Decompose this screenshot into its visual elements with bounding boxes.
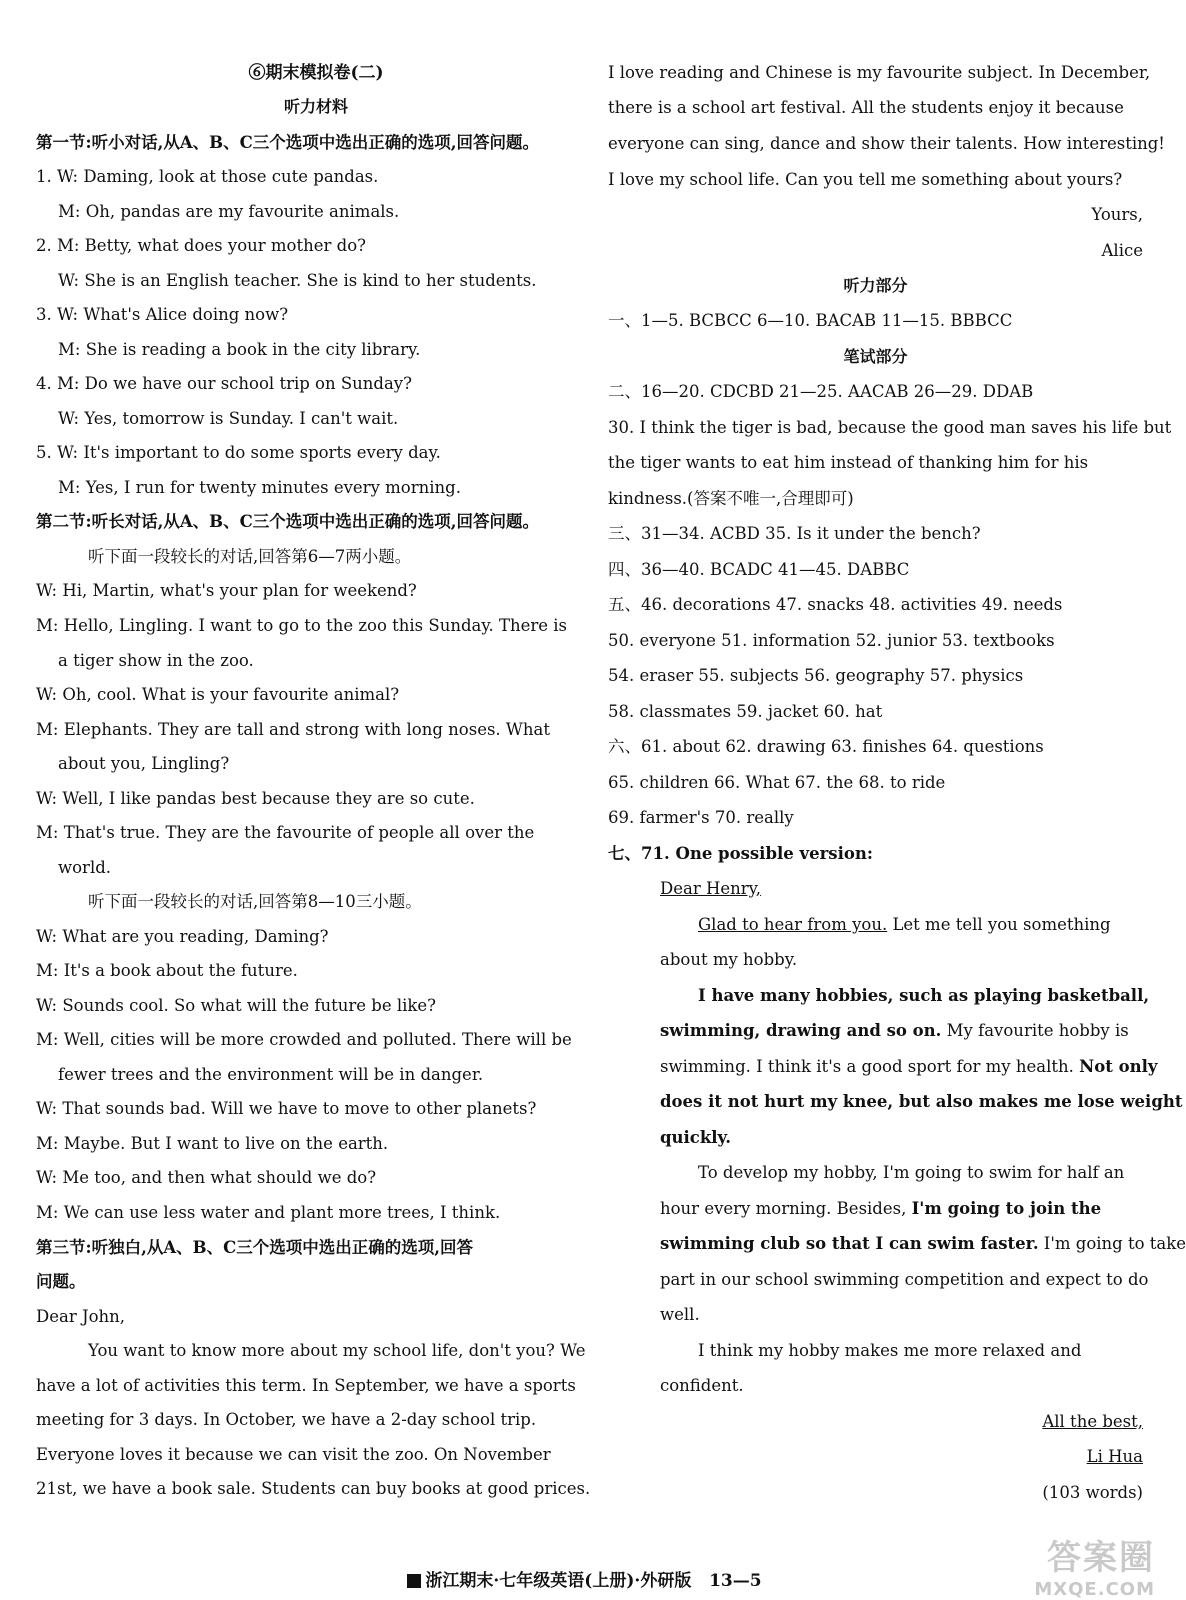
- dialogue-line: M: Yes, I run for twenty minutes every morning.: [58, 478, 461, 497]
- essay-bold-phrase: I'm going to join the: [911, 1199, 1102, 1218]
- dialogue-line: W: Sounds cool. So what will the future be like?: [36, 996, 437, 1015]
- letter-line: I love reading and Chinese is my favourite subject. In December,: [608, 63, 1151, 82]
- letter-line: You want to know more about my school life, don't you? We: [88, 1341, 586, 1360]
- essay-underlined-phrase: Glad to hear from you.: [698, 915, 888, 934]
- dialogue-line: W: Me too, and then what should we do?: [36, 1168, 377, 1187]
- dialogue-line: W: Hi, Martin, what's your plan for weekend?: [36, 581, 417, 600]
- letter-line: meeting for 3 days. In October, we have a 2-day school trip.: [36, 1410, 537, 1429]
- letter-signature: Alice: [1101, 241, 1143, 260]
- section-heading: 第三节:听独白,从A、B、C三个选项中选出正确的选项,回答: [36, 1238, 473, 1257]
- essay-greeting: Dear Henry,: [660, 879, 762, 898]
- dialogue-line: M: It's a book about the future.: [36, 961, 298, 980]
- answer-line: 65. children 66. What 67. the 68. to ride: [608, 773, 946, 792]
- section-subtitle: 听力部分: [843, 276, 908, 295]
- essay-line: I have many hobbies, such as playing basketball,: [698, 986, 1150, 1005]
- answer-line: 58. classmates 59. jacket 60. hat: [608, 702, 883, 721]
- answer-line: 六、61. about 62. drawing 63. finishes 64. questions: [608, 737, 1044, 756]
- essay-line: part in our school swimming competition and expect to do: [660, 1270, 1149, 1289]
- essay-bold-phrase: swimming, drawing and so on.: [660, 1021, 942, 1040]
- essay-line: [660, 1057, 1157, 1077]
- page-number: 13—5: [709, 1571, 762, 1591]
- dialogue-line: W: Oh, cool. What is your favourite animal?: [36, 685, 400, 704]
- essay-line: does it not hurt my knee, but also makes me lose weight: [660, 1092, 1183, 1111]
- letter-greeting: Dear John,: [36, 1307, 126, 1326]
- watermark-logo: [1015, 1530, 1155, 1600]
- essay-bold-phrase: swimming club so that I can swim faster.: [660, 1234, 1039, 1253]
- dialogue-line: 4. M: Do we have our school trip on Sunday?: [36, 374, 412, 393]
- letter-line: I love my school life. Can you tell me something about yours?: [608, 170, 1123, 189]
- essay-text: swimming. I think it's a good sport for my health.: [660, 1057, 1080, 1076]
- watermark-text: 答案圈: [1047, 1538, 1155, 1578]
- answer-line: 二、16—20. CDCBD 21—25. AACAB 26—29. DDAB: [608, 382, 1034, 401]
- dialogue-line: M: Maybe. But I want to live on the earth.: [36, 1134, 389, 1153]
- dialogue-line: 5. W: It's important to do some sports every day.: [36, 443, 441, 462]
- essay-text: I'm going to take: [1038, 1234, 1186, 1253]
- essay-line: well.: [660, 1305, 700, 1324]
- essay-bold-phrase: Not only: [1079, 1057, 1158, 1076]
- essay-signature: Li Hua: [1086, 1447, 1143, 1466]
- answer-line: 30. I think the tiger is bad, because the good man saves his life but: [608, 418, 1172, 437]
- word-count: (103 words): [1042, 1483, 1143, 1502]
- dialogue-line: M: Well, cities will be more crowded and polluted. There will be: [36, 1030, 572, 1049]
- instruction: 听下面一段较长的对话,回答第8—10三小题。: [88, 892, 422, 911]
- answer-line: kindness.(答案不唯一,合理即可): [608, 489, 854, 508]
- answer-line: 50. everyone 51. information 52. junior 53. textbooks: [608, 631, 1055, 650]
- answer-line: 三、31—34. ACBD 35. Is it under the bench?: [608, 524, 981, 543]
- dialogue-line: world.: [58, 858, 112, 877]
- section-heading: 第一节:听小对话,从A、B、C三个选项中选出正确的选项,回答问题。: [36, 133, 539, 152]
- answer-line: 五、46. decorations 47. snacks 48. activities 49. needs: [608, 595, 1063, 614]
- essay-text: Let me tell you something: [887, 915, 1111, 934]
- letter-line: there is a school art festival. All the students enjoy it because: [608, 98, 1124, 117]
- essay-line: about my hobby.: [660, 950, 798, 969]
- essay-line: To develop my hobby, I'm going to swim for half an: [698, 1163, 1125, 1182]
- dialogue-line: M: We can use less water and plant more trees, I think.: [36, 1203, 501, 1222]
- dialogue-line: a tiger show in the zoo.: [58, 651, 254, 670]
- answer-line: 七、71. One possible version:: [608, 844, 873, 863]
- letter-line: 21st, we have a book sale. Students can buy books at good prices.: [36, 1479, 591, 1498]
- page-footer: [0, 1566, 1169, 1591]
- essay-line: [698, 915, 1111, 935]
- answer-line: 54. eraser 55. subjects 56. geography 57. physics: [608, 666, 1024, 685]
- dialogue-line: W: Yes, tomorrow is Sunday. I can't wait.: [58, 409, 399, 428]
- dialogue-line: W: What are you reading, Daming?: [36, 927, 329, 946]
- dialogue-line: W: Well, I like pandas best because they are so cute.: [36, 789, 475, 808]
- essay-closing: All the best,: [1042, 1412, 1143, 1431]
- essay-line: [660, 1199, 1101, 1219]
- section-heading: 问题。: [36, 1272, 86, 1291]
- dialogue-line: M: Hello, Lingling. I want to go to the zoo this Sunday. There is: [36, 616, 568, 635]
- letter-line: Everyone loves it because we can visit the zoo. On November: [36, 1445, 551, 1464]
- letter-line: everyone can sing, dance and show their talents. How interesting!: [608, 134, 1165, 153]
- essay-line: confident.: [660, 1376, 744, 1395]
- essay-text: hour every morning. Besides,: [660, 1199, 912, 1218]
- answer-line: the tiger wants to eat him instead of thanking him for his: [608, 453, 1089, 472]
- letter-line: have a lot of activities this term. In September, we have a sports: [36, 1376, 576, 1395]
- essay-text: My favourite hobby is: [941, 1021, 1129, 1040]
- answer-line: 四、36—40. BCADC 41—45. DABBC: [608, 560, 910, 579]
- answer-line: 一、1—5. BCBCC 6—10. BACAB 11—15. BBBCC: [608, 311, 1013, 330]
- dialogue-line: 3. W: What's Alice doing now?: [36, 305, 289, 324]
- dialogue-line: about you, Lingling?: [58, 754, 230, 773]
- dialogue-line: fewer trees and the environment will be in danger.: [58, 1065, 484, 1084]
- dialogue-line: M: That's true. They are the favourite of people all over the: [36, 823, 535, 842]
- watermark-url: MXQE.COM: [1034, 1579, 1155, 1600]
- essay-line: [660, 1021, 1129, 1041]
- dialogue-line: W: She is an English teacher. She is kind to her students.: [58, 271, 537, 290]
- section-subtitle: 笔试部分: [843, 347, 908, 366]
- page-title: ⑥期末模拟卷(二): [248, 63, 384, 83]
- essay-line: I think my hobby makes me more relaxed and: [698, 1341, 1082, 1360]
- essay-line: [660, 1234, 1186, 1254]
- section-subtitle: 听力材料: [283, 97, 348, 116]
- answer-line: 69. farmer's 70. really: [608, 808, 794, 827]
- dialogue-line: 1. W: Daming, look at those cute pandas.: [36, 167, 379, 186]
- section-heading: 第二节:听长对话,从A、B、C三个选项中选出正确的选项,回答问题。: [36, 512, 539, 531]
- dialogue-line: M: Elephants. They are tall and strong with long noses. What: [36, 720, 550, 739]
- instruction: 听下面一段较长的对话,回答第6—7两小题。: [88, 547, 412, 566]
- dialogue-line: W: That sounds bad. Will we have to move to other planets?: [36, 1099, 537, 1118]
- dialogue-line: M: She is reading a book in the city library.: [58, 340, 421, 359]
- letter-closing: Yours,: [1091, 205, 1143, 224]
- dialogue-line: 2. M: Betty, what does your mother do?: [36, 236, 366, 255]
- essay-line: quickly.: [660, 1128, 731, 1147]
- dialogue-line: M: Oh, pandas are my favourite animals.: [58, 202, 400, 221]
- book-title: 浙江期末·七年级英语(上册)·外研版: [425, 1571, 692, 1591]
- square-bullet-icon: [407, 1574, 421, 1588]
